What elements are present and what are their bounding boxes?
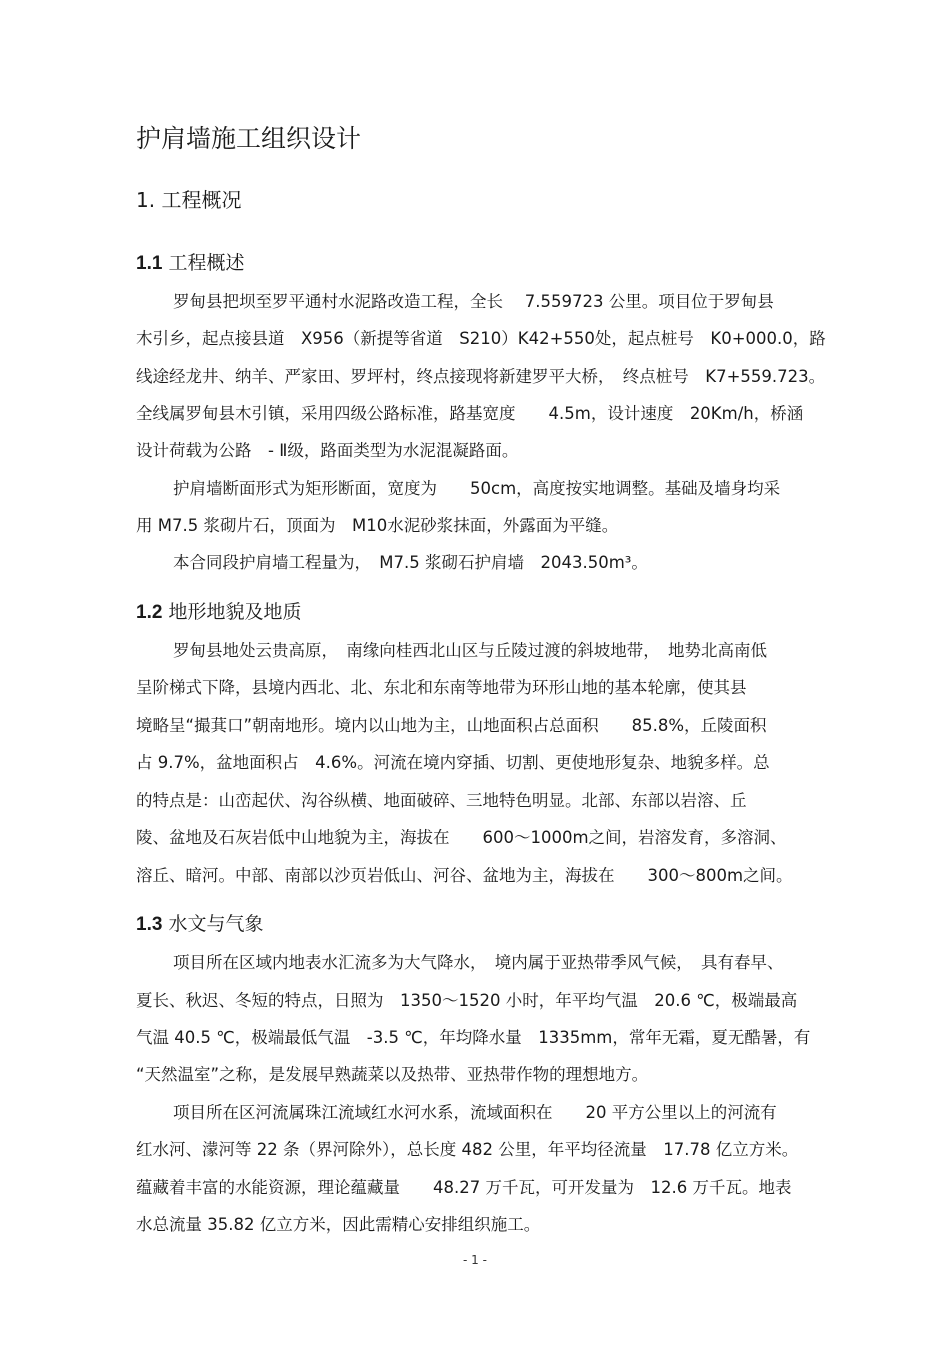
paragraph-line: 的特点是：山峦起伏、沟谷纵横、地面破碎、三地特色明显。北部、东部以岩溶、丘: [136, 791, 747, 810]
paragraph-line: 线途经龙井、纳羊、严家田、罗坪村，终点接现将新建罗平大桥， 终点桩号 K7+559.723。: [136, 367, 826, 386]
section-1-heading: 1. 工程概况: [136, 188, 242, 212]
paragraph-line: 境略呈“撮萁口”朝南地形。境内以山地为主，山地面积占总面积 85.8%，丘陵面积: [136, 716, 767, 735]
paragraph-line: 夏长、秋迟、冬短的特点，日照为 1350～1520 小时，年平均气温 20.6 ℃，极端最高: [136, 991, 798, 1010]
section-title: 工程概述: [168, 252, 245, 274]
paragraph-line: “天然温室”之称，是发展早熟蔬菜以及热带、亚热带作物的理想地方。: [136, 1065, 649, 1084]
section-title: 地形地貌及地质: [168, 601, 302, 623]
paragraph-line: 蕴藏着丰富的水能资源，理论蕴藏量 48.27 万千瓦，可开发量为 12.6 万千瓦。地表: [136, 1178, 792, 1197]
document-title: 护肩墙施工组织设计: [136, 124, 362, 153]
page-number: - 1 -: [463, 1253, 487, 1267]
paragraph-line: 水总流量 35.82 亿立方米，因此需精心安排组织施工。: [136, 1215, 541, 1234]
paragraph-line: 罗甸县地处云贵高原， 南缘向桂西北山区与丘陵过渡的斜坡地带， 地势北高南低: [173, 641, 767, 660]
paragraph-line: 本合同段护肩墙工程量为， M7.5 浆砌石护肩墙 2043.50m³。: [173, 553, 648, 572]
paragraph-line: 罗甸县把坝至罗平通村水泥路改造工程，全长 7.559723 公里。项目位于罗甸县: [173, 292, 774, 311]
paragraph-line: 占 9.7%，盆地面积占 4.6%。河流在境内穿插、切割、更使地形复杂、地貌多样。总: [136, 753, 770, 772]
section-1-3-heading: [136, 909, 263, 936]
paragraph-line: 项目所在区域内地表水汇流多为大气降水， 境内属于亚热带季风气候， 具有春早、: [173, 953, 784, 972]
paragraph-line: 溶丘、暗河。中部、南部以沙页岩低山、河谷、盆地为主，海拔在 300～800m之间。: [136, 866, 793, 885]
section-1-2-heading: [136, 597, 301, 624]
section-number: 1.1: [136, 253, 163, 274]
paragraph-line: 护肩墙断面形式为矩形断面，宽度为 50cm，高度按实地调整。基础及墙身均采: [173, 479, 781, 498]
paragraph-line: 设计荷载为公路 - Ⅱ级，路面类型为水泥混凝路面。: [136, 441, 519, 460]
paragraph-line: 气温 40.5 ℃，极端最低气温 -3.5 ℃，年均降水量 1335mm，常年无霜，夏无酷暑，有: [136, 1028, 811, 1047]
section-title: 水文与气象: [168, 913, 264, 935]
paragraph-line: 木引乡，起点接县道 X956（新提等省道 S210）K42+550处，起点桩号 K0+000.0，路: [136, 329, 826, 348]
paragraph-line: 项目所在区河流属珠江流域红水河水系，流域面积在 20 平方公里以上的河流有: [173, 1103, 777, 1122]
section-number: 1.2: [136, 602, 163, 623]
paragraph-line: 呈阶梯式下降，县境内西北、北、东北和东南等地带为环形山地的基本轮廓，使其县: [136, 678, 747, 697]
paragraph-line: 全线属罗甸县木引镇，采用四级公路标准，路基宽度 4.5m，设计速度 20Km/h，桥涵: [136, 404, 804, 423]
paragraph-line: 陵、盆地及石灰岩低中山地貌为主，海拔在 600～1000m之间，岩溶发育，多溶洞、: [136, 828, 787, 847]
section-1-1-heading: [136, 248, 244, 275]
paragraph-line: 用 M7.5 浆砌片石，顶面为 M10水泥砂浆抹面，外露面为平缝。: [136, 516, 619, 535]
paragraph-line: 红水河、濛河等 22 条（界河除外），总长度 482 公里，年平均径流量 17.78 亿立方米。: [136, 1140, 799, 1159]
section-number: 1.3: [136, 914, 163, 935]
